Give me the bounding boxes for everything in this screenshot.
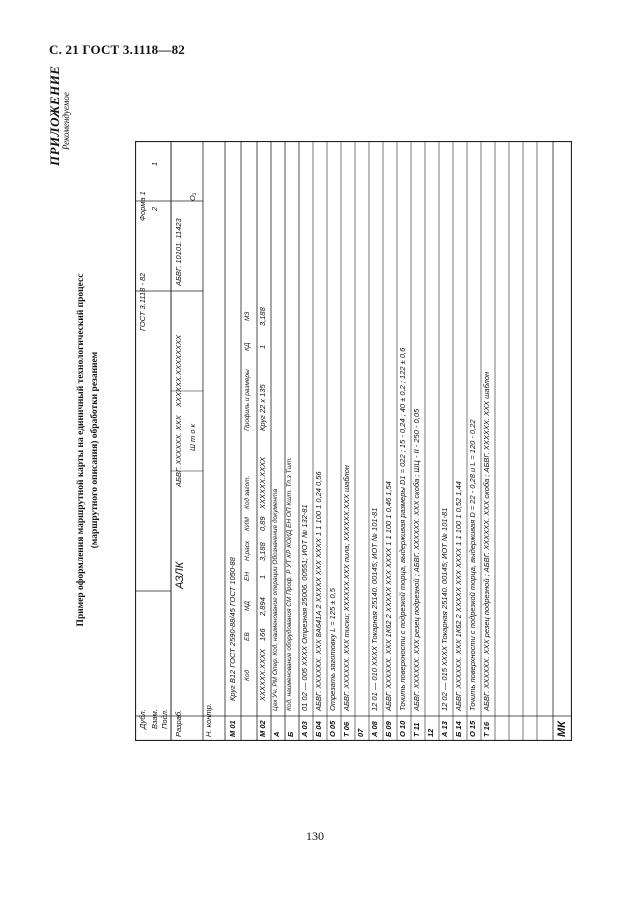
doc-number: АБВГ. 10101. 11423 [174,218,183,286]
m02-nrash: 3,188 [258,542,267,561]
sheet-number: 1 [150,161,159,166]
m02-head-en: ЕН [244,571,251,581]
row-code: О 10 [398,720,407,737]
row-code: 12 [426,728,435,737]
page-header: С. 21 ГОСТ 3.1118—82 [49,42,185,57]
m02-head-kim: КИМ [244,517,251,531]
row-text: АБВГ. XXXXXX. XXX тиски; XXXXXX.XXX пила; XXXXXX.XXX шаблон [342,465,351,711]
caption-line-1: Пример оформления маршрутной карты на единичный технологический процесс [76,273,86,627]
row-text: АБВГ. XXXXXX. XXX 8А641А 2 XXXXX XXX XXXX 1 1 100 1 0,24 0,56 [314,471,323,711]
row-text: Отрезать заготовку L = 125 ± 0,5 [328,588,337,711]
m02-kim: 0,89 [258,516,267,531]
row-code: О 15 [468,720,477,737]
m02-head-profile: Профиль и размеры [244,369,251,431]
row-code-b-head: Б [286,731,295,737]
row-text: Точить поверхности с подрезкой торца, выдерживая размеры D1 = 022 ; 15 - 0,24 ; 40 ± 0,2 ; 122 ± 0,6 [398,347,407,711]
appendix-subtitle: Рекомендуемое [61,92,71,150]
side-label-vzam: Взам. [150,709,159,729]
page-number: 130 [306,829,324,843]
m02-en: 1 [258,574,267,579]
side-label-podl: Подл. [160,708,169,729]
route-card-form [135,141,572,741]
row-text: АБВГ. XXXXXX. XXX 1К62 2 XXXXX XXX XXXX 1 1 100 1 0,46 1,54 [384,481,393,711]
m02-head-mz: МЗ [244,311,251,321]
m02-head-kd: КД [244,342,251,351]
sheets-count: 2 [150,206,159,211]
row-code: Б 14 [454,721,463,737]
row-text: АБВГ. XXXXXX. XXX резец подрезной ; АБВГ. XXXXXX. XXX скоба ; АБВГ. XXXXXX. XXX шаблон [482,371,491,711]
doc-code: АБВГ. XXXXXX. XXX [174,415,183,487]
rotated-form-content [135,141,572,741]
m02-head-kod: Код [244,669,251,681]
appendix-title: ПРИЛОЖЕНИЕ [47,65,62,166]
row-text: Точить поверхности с подрезкой торца, выдерживая D = 22 - 0,28 и L = 120 - 0,22 [468,419,477,711]
row-code: А 03 [300,721,309,737]
row-code: А 13 [440,721,449,737]
row-code-m01: М 01 [228,720,237,737]
material-line: Круг В12 ГОСТ 2590-88/45 ГОСТ 1050-88 [228,557,237,701]
form-label: Форма 1 [138,191,147,221]
row-text: 12 02 — 015 XXXX Токарная 25140. 00145; ИОТ № 101-81 [440,507,449,711]
razrab-label: Разраб. [174,709,183,737]
side-label-dubl: Дубл. [138,709,147,729]
row-text: АБВГ. XXXXXX. XXX 1К62 2 XXXXX XXX XXXX 1 1 100 1 0,52 1,44 [454,481,463,711]
row-code: А 08 [370,721,379,737]
litera: О₁ [188,192,197,201]
m02-head-nrash: Н.расх [244,540,251,561]
row-text: 12 01 — 010 XXXX Токарная 25140. 00145; ИОТ № 101-81 [370,507,379,711]
doc-name: Ш т о к [188,423,197,451]
m02-kd: 1 [258,344,267,349]
b-head-labels: Код, наименование оборудования СМ Проф. Р УТ КР КОИД ЕН ОП Кшт. Тп.з Тшт. [286,456,293,711]
row-code: Т 11 [412,722,421,737]
org-code: АЗЛК [174,561,186,589]
m02-head-ev: ЕВ [244,632,251,641]
designation: XXXXXX.XXXXXXXX [174,334,183,407]
m02-md: 2,894 [258,597,267,616]
m02-kod: XXXXXX.XXXX [258,648,267,701]
caption-line-2: (маршрутного описания) обработки резанием [90,351,100,549]
row-code: Т 06 [342,721,351,737]
m02-profile: Круг 22 х 135 [258,384,267,431]
row-code: 07 [356,728,365,737]
row-code: Т 16 [482,721,491,737]
row-code: Б 04 [314,721,323,737]
row-text: АБВГ. XXXXXX. XXX резец подрезной ; АБВГ. XXXXXX. XXX скоба ; ШЦ - II - 250 - 0,05 [412,408,421,711]
row-code-m02: М 02 [258,720,267,737]
m02-head-md: МД [244,601,251,611]
standard-label: ГОСТ 3.1118 - 82 [138,272,147,331]
row-code: О 05 [328,720,337,737]
n-kontr-label: Н. контр. [204,703,213,737]
m02-ev: 166 [258,628,267,641]
row-code: Б 09 [384,721,393,737]
m02-head-kod-zagot: Код загот. [244,475,251,509]
row-code-a-head: А [272,731,281,737]
form-footer-mk: МК [556,721,568,737]
row-text: 01 02 — 005 XXXX Отрезная 25006. 00551; ИОТ № 132-81 [300,504,309,711]
m02-kod-zagot: XXXXXX.XXXX [258,456,267,509]
m02-mz: 3,188 [258,307,267,326]
a-head-labels: Цех Уч. РМ Опер. Код, наименование операции Обозначение документа [272,488,279,711]
